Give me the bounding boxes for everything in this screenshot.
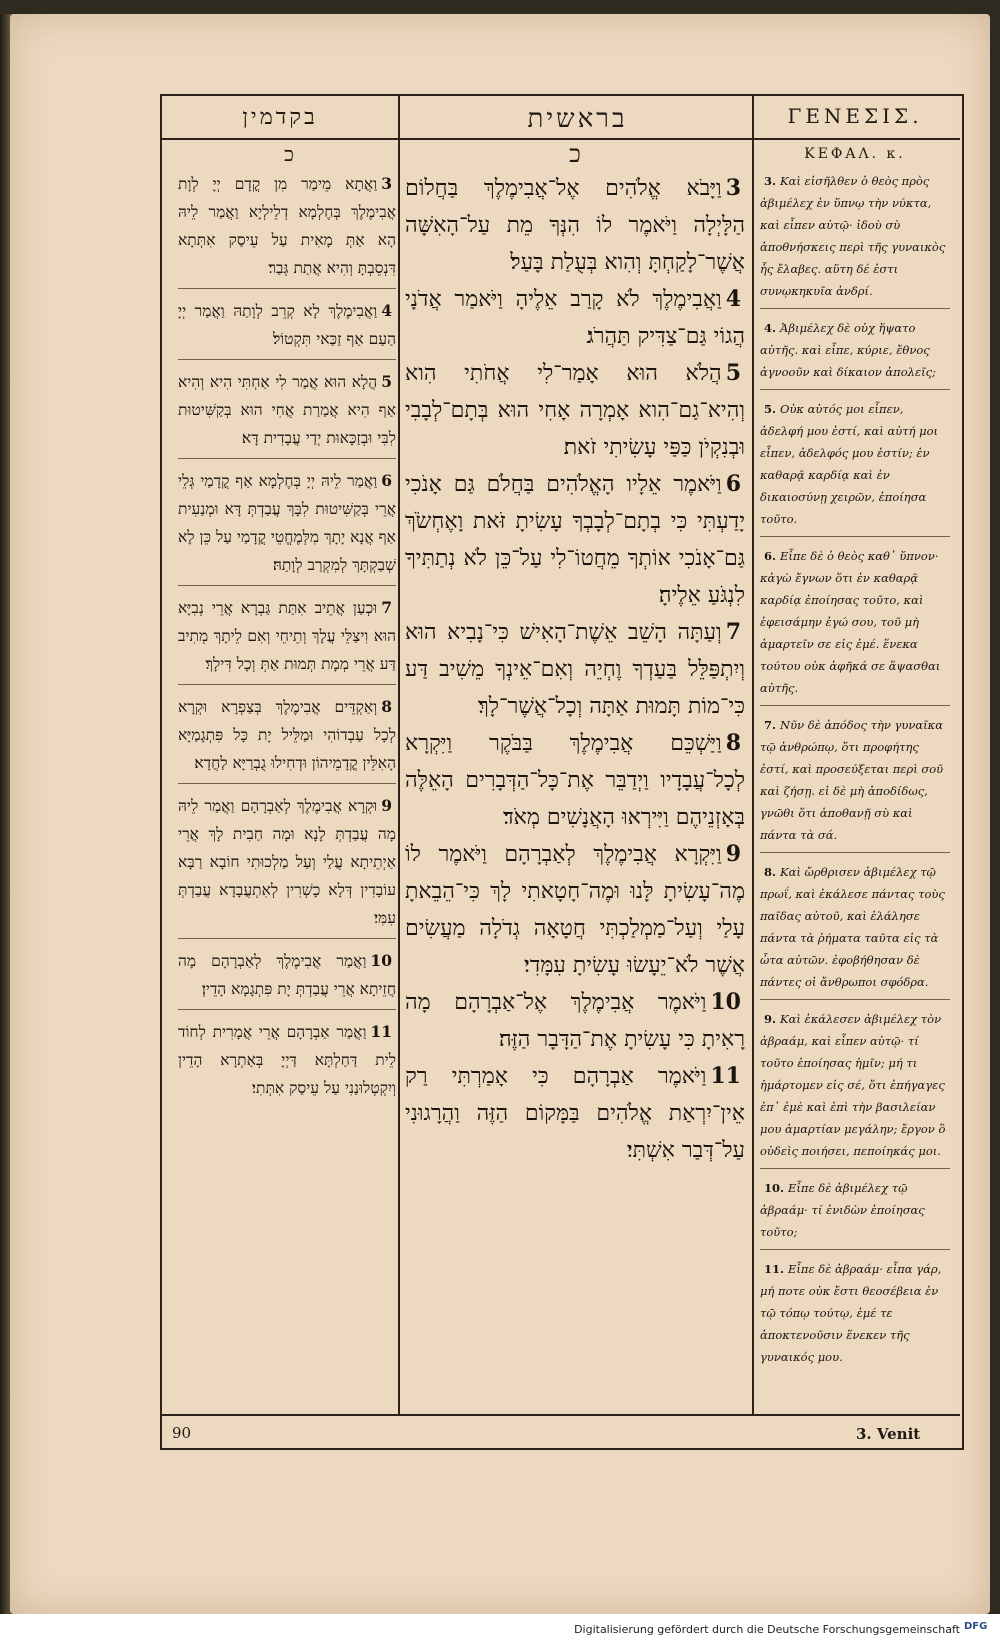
aramaic-verse [178, 170, 396, 282]
greek-header: ΓΕΝΕΣΙΣ. [787, 104, 923, 128]
greek-verse-number: 8. [764, 865, 777, 879]
hebrew-verse-text: וַיַּשְׁכֵּם אֲבִימֶלֶךְ בַּבֹּקֶר וַיִּקְרָא לְכָל־עֲבָדָיו וַיְדַבֵּר אֶת־כָּל־הַדְּבָרִים הָאֵלֶּה בְּאָזְנֵיהֶם וַיִּירְאוּ הָאֲנָשִׁים מְאֹד׃ [405, 731, 745, 830]
greek-verse-text: Καὶ ἐκάλεσεν ἀβιμέλεχ τὸν ἀβραάμ, καὶ εἶπεν αὐτῷ· τί τοῦτο ἐποίησας ἡμῖν; μή τι ἡμάρτομεν εἰς σέ, ὅτι ἐπήγαγες ἐπ᾽ ἐμὲ καὶ ἐπὶ τὴν βασιλείαν μου ἁμαρτίαν μεγάλην; ἔργον ὃ οὐδεὶς ποιήσει, πεποίηκάς μοι. [760, 1012, 946, 1158]
hebrew-chapter-number: כ [569, 140, 581, 168]
aramaic-verse [178, 594, 396, 678]
hebrew-verse [405, 170, 745, 281]
aramaic-verse-text: וַאֲתָא מֵימַר מִן קֳדָם יְיָ לְוָת אֲבִימֶלֶךְ בְּחֶלְמָא דְלֵילְיָא וַאֲמַר לֵיהּ הָא אַתְּ מָאִית עַל עֵיסַק אִתְּתָא דִּנְסֵבְתָּ וְהִיא אֲתַת גְּבַר׃ [178, 175, 396, 277]
hebrew-verse [405, 984, 745, 1058]
greek-verse-number: 5. [764, 402, 777, 416]
column-divider-left [398, 94, 400, 1414]
greek-verse [760, 398, 950, 530]
hebrew-header: בראשית [527, 104, 628, 134]
verse-separator [178, 288, 396, 289]
verse-separator [760, 999, 950, 1000]
greek-verse [760, 861, 950, 993]
footer-credit: Digitalisierung gefördert durch die Deutsche Forschungsgemeinschaft [574, 1623, 960, 1636]
page-number: 90 [172, 1424, 192, 1442]
aramaic-verse [178, 297, 396, 353]
verse-separator [760, 1249, 950, 1250]
verse-separator [178, 938, 396, 939]
aramaic-verse-number: 11 [370, 1022, 392, 1041]
greek-verse-number: 3. [764, 174, 777, 188]
hebrew-text-column [405, 170, 745, 1169]
verse-separator [178, 458, 396, 459]
verse-separator [178, 1009, 396, 1010]
greek-verse-number: 11. [764, 1262, 785, 1276]
hebrew-verse-text: וַיֹּאמֶר אֵלָיו הָאֱלֹהִים בַּחֲלֹם גַּם אָנֹכִי יָדַעְתִּי כִּי בְתָם־לְבָבְךָ עָשִׂיתָ זֹּאת וָאֶחְשֹׂךְ גַּם־אָנֹכִי אוֹתְךָ מֵחֲטוֹ־לִי עַל־כֵּן לֹא נְתַתִּיךָ לִנְגֹּעַ אֵלֶיהָ׃ [405, 472, 745, 608]
hebrew-verse-text: וְעַתָּה הָשֵׁב אֵשֶׁת־הָאִישׁ כִּי־נָבִיא הוּא וְיִתְפַּלֵּל בַּעַדְךָ וֶחְיֵה וְאִם־אֵינְךָ מֵשִׁיב דַּע כִּי־מוֹת תָּמוּת אַתָּה וְכָל־אֲשֶׁר־לָךְ׃ [405, 620, 745, 719]
aramaic-verse-number: 5 [381, 372, 392, 391]
verse-separator [760, 705, 950, 706]
greek-verse-number: 10. [764, 1181, 785, 1195]
digitization-footer [0, 1614, 1000, 1647]
verse-separator [760, 1168, 950, 1169]
aramaic-verse-text: וְאַקְדֵּים אֲבִימֶלֶךְ בְּצַפְרָא וּקְרָא לְכָל עַבְדוֹהִי וּמַלֵּיל יָת כָּל פִּתְגָמַיָּא הָאִלֵּין קֳדָמֵיהוֹן וּדְחִילוּ גֻבְרַיָּא לַחֲדָא׃ [178, 698, 396, 772]
hebrew-verse-number: 11 [710, 1063, 741, 1089]
aramaic-verse-text: וּקְרָא אֲבִימֶלֶךְ לְאַבְרָהָם וַאֲמַר לֵיהּ מָה עֲבַדְתְּ לָנָא וּמָה חַבִית לָךְ אֲרֵי אַיְתֵיתָא עֲלַי וְעַל מַלְכוּתִי חוֹבָא רַבָּא עוֹבָדִין דְּלָא כָשְׁרִין לְאִתְעֲבָדָא עֲבַדְתְּ עִמִּי׃ [178, 797, 396, 927]
footer-rule [160, 1414, 960, 1416]
aramaic-verse-number: 3 [381, 174, 392, 193]
aramaic-header: בקדמין [242, 105, 318, 130]
greek-verse-number: 7. [764, 718, 777, 732]
verse-separator [178, 783, 396, 784]
hebrew-verse-text: וַיֹּאמֶר אֲבִימֶלֶךְ אֶל־אַבְרָהָם מָה רָאִיתָ כִּי עָשִׂיתָ אֶת־הַדָּבָר הַזֶּה׃ [405, 990, 745, 1052]
greek-verse-text: Οὐκ αὐτός μοι εἶπεν, ἀδελφή μου ἐστί, καὶ αὐτή μοι εἶπεν, ἀδελφός μου ἐστίν; ἐν καθαρᾷ καρδίᾳ καὶ ἐν δικαιοσύνῃ χειρῶν, ἐποίησα τοῦτο. [760, 402, 939, 526]
greek-verse-number: 6. [764, 549, 777, 563]
greek-verse-text: Εἶπε δὲ ἀβιμέλεχ τῷ ἀβραάμ· τί ἐνιδὼν ἐποίησας τοῦτο; [760, 1181, 925, 1239]
hebrew-verse-text: וַיֹּאמֶר אַבְרָהָם כִּי אָמַרְתִּי רַק אֵין־יִרְאַת אֱלֹהִים בַּמָּקוֹם הַזֶּה וַהֲרָגוּנִי עַל־דְּבַר אִשְׁתִּי׃ [405, 1064, 745, 1163]
verse-separator [760, 389, 950, 390]
dfg-logo: DFG [964, 1621, 988, 1632]
greek-chapter-heading: ΚΕΦΑΛ. κ. [804, 146, 906, 162]
hebrew-verse-number: 7 [725, 619, 741, 645]
greek-verse-text: Εἶπε δὲ ἀβραάμ· εἶπα γάρ, μή ποτε οὐκ ἔστι θεοσέβεια ἐν τῷ τόπῳ τούτῳ, ἐμέ τε ἀποκτενοῦσιν ἕνεκεν τῆς γυναικός μου. [760, 1262, 942, 1364]
aramaic-verse-text: וַאֲמַר אֲבִימֶלֶךְ לְאַבְרָהָם מָה חֲזֵיתָא אֲרֵי עֲבַדְתְּ יָת פִּתְגָמָא הָדֵין׃ [178, 952, 396, 998]
verse-separator [760, 536, 950, 537]
hebrew-verse [405, 466, 745, 614]
greek-verse-number: 9. [764, 1012, 777, 1026]
greek-verse-text: Εἶπε δὲ ὁ θεὸς καθ᾽ ὕπνον· κἀγὼ ἔγνων ὅτι ἐν καθαρᾷ καρδίᾳ ἐποίησας τοῦτο, καὶ ἐφεισάμην ἐγώ σου, τοῦ μὴ ἁμαρτεῖν σε εἰς ἐμέ. ἕνεκα τούτου οὐκ ἀφῆκά σε ἅψασθαι αὐτῆς. [760, 549, 941, 695]
aramaic-verse-number: 10 [370, 951, 392, 970]
column-divider-right [752, 94, 754, 1414]
aramaic-verse-text: הֲלָא הוּא אֲמַר לִי אַחְתִּי הִיא וְהִיא אַף הִיא אֲמַרַת אֲחִי הוּא בְּקַשִּׁיטוּת לִבִּי וּבְזַכָּאוּת יְדַי עֲבָדִית דָּא׃ [178, 373, 396, 447]
hebrew-verse-text: הֲלֹא הוּא אָמַר־לִי אֲחֹתִי הִוא וְהִיא־גַם־הִוא אָמְרָה אָחִי הוּא בְּתָם־לְבָבִי וּבְנִקְיֹן כַּפַּי עָשִׂיתִי זֹאת׃ [405, 361, 745, 460]
verse-separator [760, 852, 950, 853]
verse-separator [760, 308, 950, 309]
greek-verse [760, 1258, 950, 1368]
aramaic-verse-text: וּכְעַן אֲתֵיב אִתַּת גַּבְרָא אֲרֵי נְבִיָּא הוּא וִיצַלֵּי עֲלָךְ וְתֵיחֵי וְאִם לֵיתָךְ מְתִיב דַּע אֲרֵי מְמָת תְּמוּת אַתְּ וְכָל דִּילָךְ׃ [178, 599, 396, 673]
greek-verse [760, 317, 950, 383]
aramaic-targum-column [178, 170, 396, 1102]
greek-verse [760, 170, 950, 302]
aramaic-verse-number: 8 [381, 697, 392, 716]
hebrew-verse [405, 355, 745, 466]
greek-septuagint-column [760, 170, 950, 1368]
catchword: 3. Venit [856, 1425, 921, 1443]
verse-separator [178, 684, 396, 685]
greek-verse-text: Καὶ ὤρθρισεν ἀβιμέλεχ τῷ πρωΐ, καὶ ἐκάλεσε πάντας τοὺς παῖδας αὐτοῦ, καὶ ἐλάλησε πάντα τὰ ῥήματα ταῦτα εἰς τὰ ὦτα αὐτῶν. ἐφοβήθησαν δὲ πάντες οἱ ἄνθρωποι σφόδρα. [760, 865, 945, 989]
hebrew-verse [405, 725, 745, 836]
aramaic-verse [178, 368, 396, 452]
aramaic-verse-number: 9 [381, 796, 392, 815]
greek-verse [760, 714, 950, 846]
greek-verse [760, 1008, 950, 1162]
hebrew-verse [405, 614, 745, 725]
hebrew-verse-text: וַיָּבֹא אֱלֹהִים אֶל־אֲבִימֶלֶךְ בַּחֲלוֹם הַלָּיְלָה וַיֹּאמֶר לוֹ הִנְּךָ מֵת עַל־הָאִשָּׁה אֲשֶׁר־לָקַחְתָּ וְהִוא בְּעֻלַת בָּעַל׃ [405, 176, 745, 275]
hebrew-verse [405, 836, 745, 984]
greek-verse-text: Νῦν δὲ ἀπόδος τὴν γυναῖκα τῷ ἀνθρώπῳ, ὅτι προφήτης ἐστί, καὶ προσεύξεται περὶ σοῦ καὶ ζήσῃ. εἰ δὲ μὴ ἀποδίδως, γνῶθι ὅτι ἀποθανῇ σὺ καὶ πάντα τὰ σά. [760, 718, 944, 842]
verse-separator [178, 585, 396, 586]
aramaic-verse-number: 6 [381, 471, 392, 490]
hebrew-verse-number: 3 [725, 175, 741, 201]
hebrew-verse-number: 5 [725, 360, 741, 386]
hebrew-verse-text: וַאֲבִימֶלֶךְ לֹא קָרַב אֵלֶיהָ וַיֹּאמַר אֲדֹנָי הֲגוֹי גַּם־צַדִּיק תַּהֲרֹג׃ [405, 287, 745, 349]
aramaic-verse [178, 693, 396, 777]
hebrew-verse-number: 8 [725, 730, 741, 756]
hebrew-verse-text: וַיִּקְרָא אֲבִימֶלֶךְ לְאַבְרָהָם וַיֹּאמֶר לוֹ מֶה־עָשִׂיתָ לָּנוּ וּמֶה־חָטָאתִי לָךְ כִּי־הֵבֵאתָ עָלַי וְעַל־מַמְלַכְתִּי חֲטָאָה גְדֹלָה מַעֲשִׂים אֲשֶׁר לֹא־יֵעָשׂוּ עָשִׂיתָ עִמָּדִי׃ [405, 842, 745, 978]
greek-verse-number: 4. [764, 321, 777, 335]
aramaic-verse [178, 947, 396, 1003]
aramaic-verse [178, 1018, 396, 1102]
aramaic-verse-text: וַאֲמַר אַבְרָהָם אֲרֵי אֲמָרִית לְחוֹד לֵית דַּחַלְתָּא דַּיְיָ בְּאַתְרָא הָדֵין וְיִקְטְלוּנַנִי עַל עֵיסַק אִתְּתִי׃ [178, 1023, 396, 1097]
hebrew-verse-number: 6 [725, 471, 741, 497]
aramaic-verse-number: 4 [381, 301, 392, 320]
aramaic-verse-text: וַאֲבִימֶלֶךְ לָא קְרֵב לְוָתַהּ וַאֲמַר יְיָ הַעַם אַף זַכַּאי תִּקְטוֹל׃ [178, 302, 396, 348]
greek-verse [760, 1177, 950, 1243]
greek-verse [760, 545, 950, 699]
aramaic-verse-number: 7 [381, 598, 392, 617]
aramaic-chapter-number: כ [284, 142, 294, 166]
greek-verse-text: Ἀβιμέλεχ δὲ οὐχ ἥψατο αὐτῆς. καὶ εἶπε, κύριε, ἔθνος ἀγνοοῦν καὶ δίκαιον ἀπολεῖς; [760, 321, 936, 379]
hebrew-verse [405, 1058, 745, 1169]
verse-separator [178, 359, 396, 360]
hebrew-verse-number: 4 [725, 286, 741, 312]
hebrew-verse-number: 9 [725, 841, 741, 867]
greek-verse-text: Καὶ εἰσῆλθεν ὁ θεὸς πρὸς ἀβιμέλεχ ἐν ὕπνῳ τὴν νύκτα, καὶ εἶπεν αὐτῷ· ἰδοὺ σὺ ἀποθνήσκεις περὶ τῆς γυναικὸς ἧς ἔλαβες. αὕτη δέ ἐστι συνῳκηκυῖα ἀνδρί. [760, 174, 946, 298]
aramaic-verse-text: וַאֲמַר לֵיהּ יְיָ בְּחֶלְמָא אַף קֳדָמַי גְּלֵי אֲרֵי בְּקַשִּׁיטוּת לִבָּךְ עֲבַדְתְּ דָּא וּמְנַעִית אַף אֲנָא יָתָךְ מִלְּמֶחֱטֵי קֳדָמַי עַל כֵּן לָא שְׁבַקְתָּךְ לְמִקְרַב לְוָתַהּ׃ [178, 472, 396, 574]
aramaic-verse [178, 792, 396, 932]
aramaic-verse [178, 467, 396, 579]
hebrew-verse-number: 10 [710, 989, 741, 1015]
hebrew-verse [405, 281, 745, 355]
